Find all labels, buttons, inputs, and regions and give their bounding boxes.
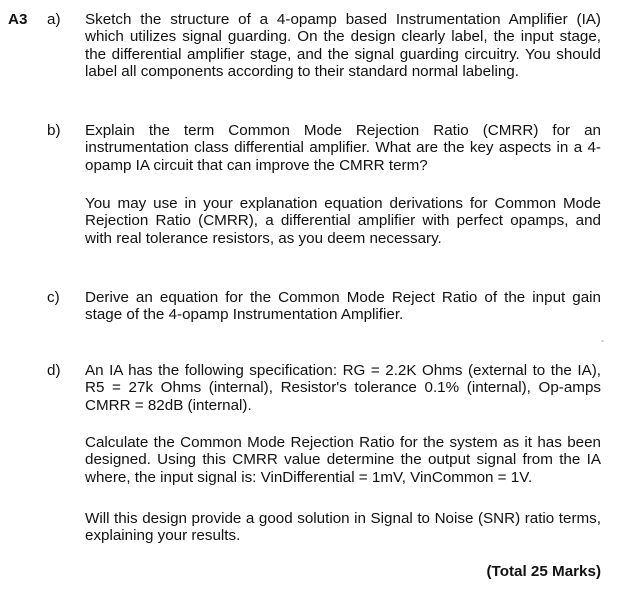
part-b-paragraph-2: You may use in your explanation equation derivations for Common Mode Rejection Ratio (CMRR), a differential amplifier with perfect opamps, and with real tolerance resistors, as you deem necessary. (85, 195, 601, 247)
part-a-label: a) (47, 11, 61, 28)
part-a-paragraph-1: Sketch the structure of a 4-opamp based Instrumentation Amplifier (IA) which utilizes signal guarding. On the design clearly label, the input stage, the differential amplifier stage, and the signal guarding circuitry. You should label all components according to their standard normal labeling. (85, 11, 601, 80)
part-d-paragraph-1: An IA has the following specification: RG = 2.2K Ohms (external to the IA), R5 = 27k Ohms (internal), Resistor's tolerance 0.1% (internal), Op-amps CMRR = 82dB (internal). (85, 362, 601, 414)
scan-artifact-dot (601, 340, 604, 342)
total-marks: (Total 25 Marks) (486, 563, 601, 580)
part-d-label: d) (47, 362, 61, 379)
part-c-label: c) (47, 289, 60, 306)
part-c-paragraph-1: Derive an equation for the Common Mode Reject Ratio of the input gain stage of the 4-opamp Instrumentation Amplifier. (85, 289, 601, 324)
question-number: A3 (8, 11, 28, 28)
part-b-label: b) (47, 122, 61, 139)
part-b-paragraph-1: Explain the term Common Mode Rejection Ratio (CMRR) for an instrumentation class differential amplifier. What are the key aspects in a 4-opamp IA circuit that can improve the CMRR term? (85, 122, 601, 174)
part-d-paragraph-3: Will this design provide a good solution in Signal to Noise (SNR) ratio terms, explaining your results. (85, 510, 601, 545)
part-d-paragraph-2: Calculate the Common Mode Rejection Ratio for the system as it has been designed. Using this CMRR value determine the output signal from the IA where, the input signal is: VinDifferential = 1mV, VinCommon = 1V. (85, 434, 601, 486)
